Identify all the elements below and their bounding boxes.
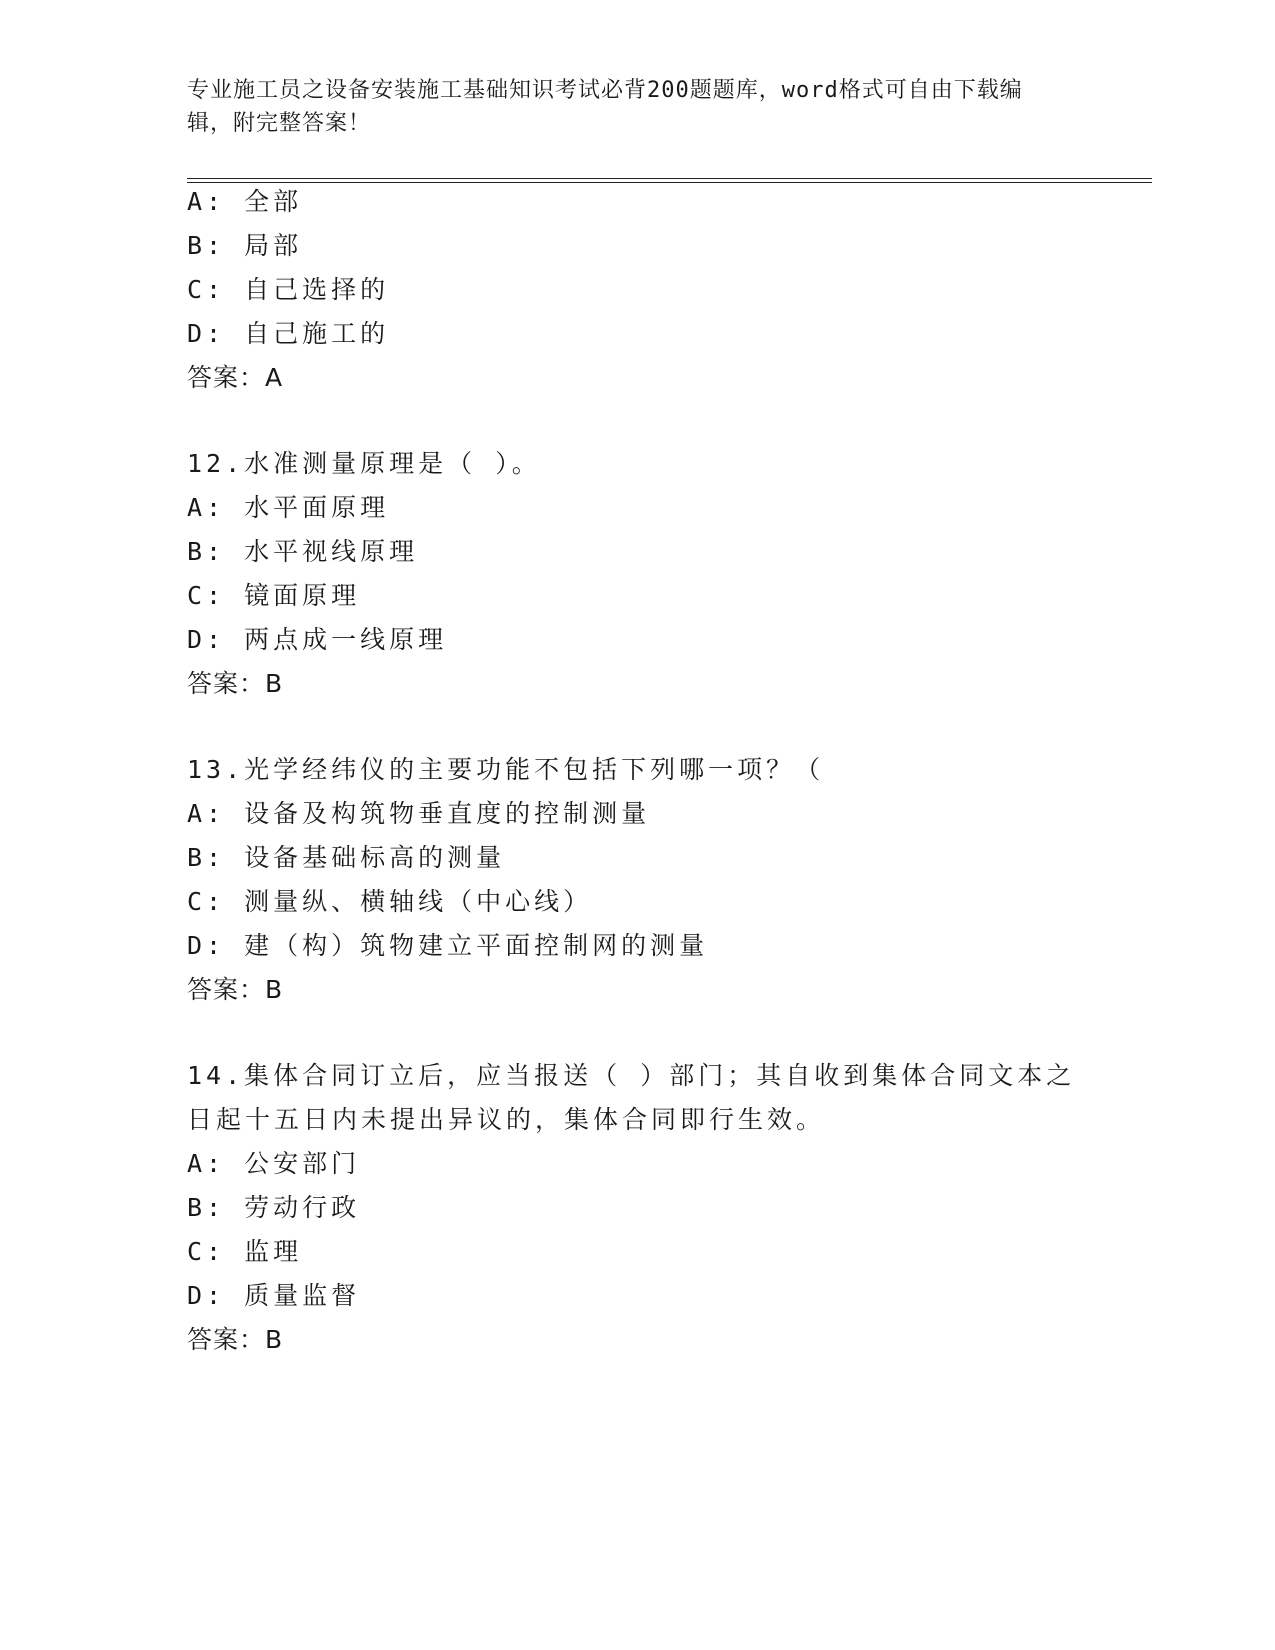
option-b: B: 局部 (187, 231, 303, 260)
option-b: B: 水平视线原理 (187, 537, 419, 566)
question-12: 12.水准测量原理是（ ）。 (187, 449, 541, 478)
answer-line: 答案：B (187, 1325, 284, 1354)
option-a: A: 水平面原理 (187, 493, 390, 522)
option-c: C: 监理 (187, 1237, 303, 1266)
option-c: C: 自己选择的 (187, 275, 390, 304)
question-14-continued: 日起十五日内未提出异议的，集体合同即行生效。 (187, 1105, 826, 1134)
option-c: C: 测量纵、横轴线（中心线） (187, 887, 593, 916)
header-divider-top (187, 178, 1152, 179)
option-d: D: 两点成一线原理 (187, 625, 448, 654)
option-a: A: 全部 (187, 187, 303, 216)
question-13: 13.光学经纬仪的主要功能不包括下列哪一项？（ (187, 755, 825, 784)
option-d: D: 建（构）筑物建立平面控制网的测量 (187, 931, 709, 960)
header-divider-bottom (187, 182, 1152, 183)
option-c: C: 镜面原理 (187, 581, 361, 610)
answer-line: 答案：A (187, 363, 284, 392)
option-a: A: 设备及构筑物垂直度的控制测量 (187, 799, 651, 828)
answer-line: 答案：B (187, 669, 284, 698)
option-b: B: 劳动行政 (187, 1193, 361, 1222)
question-14: 14.集体合同订立后，应当报送（ ）部门；其自收到集体合同文本之 (187, 1061, 1076, 1090)
option-d: D: 自己施工的 (187, 319, 390, 348)
option-b: B: 设备基础标高的测量 (187, 843, 506, 872)
option-a: A: 公安部门 (187, 1149, 361, 1178)
option-d: D: 质量监督 (187, 1281, 361, 1310)
answer-line: 答案：B (187, 975, 284, 1004)
document-header: 专业施工员之设备安装施工基础知识考试必背200题题库，word格式可自由下载编辑，附完整答案！ (187, 78, 1023, 136)
